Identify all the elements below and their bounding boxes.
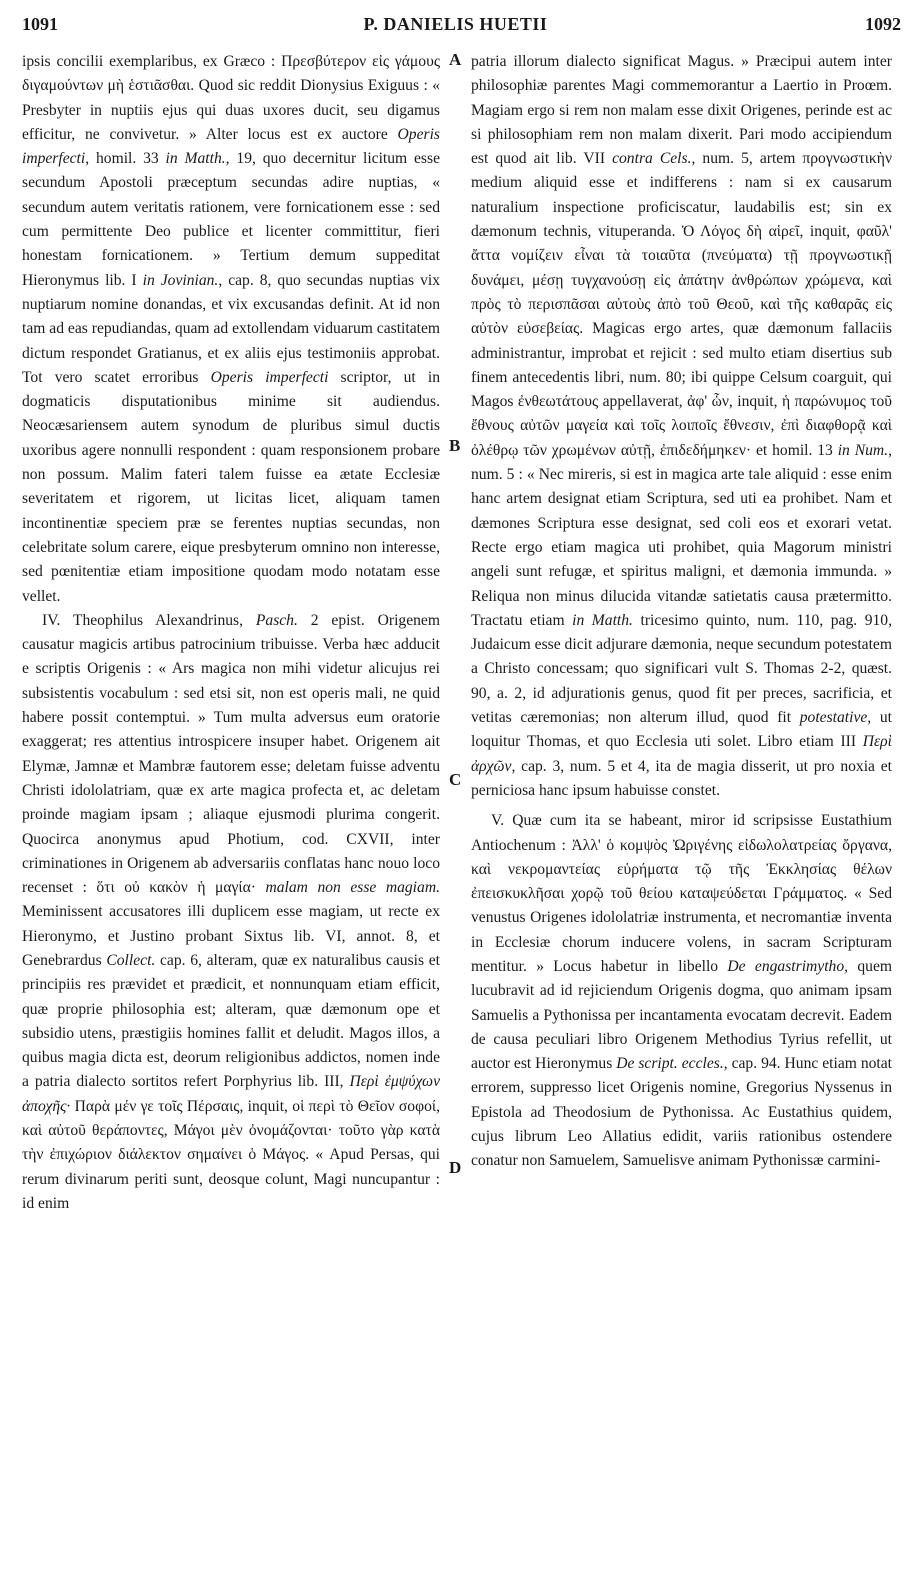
paragraph-section-v: V. Quæ cum ita se habeant, miror id scripsisse Eustathium Antiochenum : Ἀλλ' ὁ κομψὸς Ὠριγένης εἰδωλολατρείας ὄργανα, καὶ νεκρομαντείας εὑρήματα τῷ τῆς Ἐκκλησίας θέλων ἐπεισκυκλῆσαι χορῷ τοῦ θείου καταψεύδεται Γράμματος. « Sed venustus Origenes idololatriæ instrumenta, et necromantiæ inventa in Ecclesiæ chorum inducere volens, in sacram Scripturam mentitur. » Locus habetur in libello De engastrimytho, quem lucubravit ad id rejiciendum Origenis dogma, quo animam ipsam Samuelis a Pythonissa per incantamenta evocatam decrevit. Eadem de causa peculiari libro Origenem Methodius Tyrius refellit, ut auctor est Hieronymus De script. eccles., cap. 94. Hunc etiam notat errorem, suppresso licet Origenis nomine, Gregorius Nyssenus in Epistola ad Theodosium de Pythonissa. Ac Eustathius quidem, cujus librum Leo Allatius edidit, variis rationibus ostendere conatur non Samuelem, Samuelisve animam Pythonissæ carmini-	[471, 812, 893, 1170]
right-page-number: 1092	[865, 14, 901, 34]
margin-marker-c: C	[449, 770, 462, 789]
left-column	[22, 50, 440, 1216]
right-column	[471, 50, 892, 1174]
margin-marker-b: B	[449, 436, 461, 455]
left-page-number: 1091	[22, 14, 58, 34]
margin-marker-a: A	[449, 50, 462, 69]
paragraph: patria illorum dialecto significat Magus. » Præcipui autem inter philosophiæ parentes Magi commemorantur a Laertio in Proœm. Magiam ergo si rem non malam esse dixit Origenes, perinde est ac si philosophiam rem non malam dixerit. Pari modo accipiendum est quod ait lib. VII contra Cels., num. 5, artem προγνωστικὴν medium aliquid esse et indifferens : nam si ex causarum naturalium inspectione proficiscatur, laudabilis est; sin ex dæmonum technis, vituperanda. Ὁ Λόγος δὴ αἱρεῖ, inquit, φαῦλ' ἄττα νομίζειν εἶναι τὰ τοιαῦτα (πνεύματα) τῇ προγνωστικῇ δυνάμει, μέσῃ τυγχανούσῃ εἰς ἀπάτην ἀνθρώπων χρώμενα, καὶ πρὸς τὸ περισπᾶσαι αὐτοὺς ἀπὸ τοῦ Θεοῦ, καὶ τῆς καθαρᾶς εἰς αὐτὸν εὐσεβείας. Magicas ergo artes, quæ dæmonum fallaciis administrantur, improbat et rejicit : sed multo etiam disertius sub finem antecedentis libri, num. 80; ibi quippe Celsum coarguit, qui Magos ἐνθεωτάτους appellaverat, ἀφ' ὧν, inquit, ἡ παρώνυμος τοῦ ἔθνους αὐτῶν μαγεία καὶ τοῖς λοιποῖς ἔθνεσιν, ἐπὶ διαφθορᾷ καὶ ὀλέθρῳ τῶν χρωμένων αὐτῇ, ἐπιδεδήμηκεν· et homil. 13 in Num., num. 5 : « Nec mireris, si est in magica arte tale aliquid : esse enim hanc artem designat etiam Scriptura, sed uti ea prohibet. Nam et dæmones Scriptura esse designat, sed coli eos et exorari vetat. Recte ergo etiam magica uti prohibet, quia Magorum ministri angeli sunt refugæ, et spiritus maligni, et dæmonia immunda. » Reliqua non minus dilucida vitandæ satietatis causa prætermitto. Tractatu etiam in Matth. tricesimo quinto, num. 110, pag. 910, Judaicum esse dicit adjurare dæmonia, neque secundum potestatem a Christo concessam; quo significari vult S. Thomas 2-2, quæst. 90, a. 2, id adjurationis genus, quod fit per preces, sacrificia, et vetitas cæremonias; non alterum illud, quod fit potestative, ut loquitur Thomas, et quo Ecclesia uti solet. Libro etiam III Περὶ ἀρχῶν, cap. 3, num. 5 et 4, ita de magia disserit, ut pro noxia et perniciosa hanc ipsum habuisse constet.	[471, 53, 892, 799]
running-title: P. DANIELIS HUETII	[363, 14, 548, 34]
margin-marker-d: D	[449, 1158, 462, 1177]
paragraph: ipsis concilii exemplaribus, ex Græco : Πρεσβύτερον εἰς γάμους διγαμούντων μὴ ἑστιᾶσθαι. Quod sic reddit Dionysius Exiguus : « Presbyter in nuptiis ejus qui duas uxores ducit, seu digamus efficitur, ne convivetur. » Alter locus est ex auctore Operis imperfecti, homil. 33 in Matth., 19, quo decernitur licitum esse secundum Apostoli præceptum secundas adire nuptias, « secundum autem veritatis rationem, vere fornicationem esse : sed cum permittente Deo publice et licenter committitur, fieri honestam fornicationem. » Tertium demum suppeditat Hieronymus lib. I in Jovinian., cap. 8, quo secundas nuptias vix nuptiarum nomine donandas, et vix excusandas definit. At id non tam ad eas repudiandas, quam ad extollendam viduarum castitatem dictum respondet Gratianus, et ex aliis ejus testimoniis approbat. Tot vero scatet erroribus Operis imperfecti scriptor, ut in dogmaticis disputationibus minime sit audiendus. Neocæsariensem autem synodum de pluribus simul ductis uxoribus agere nonnulli respondent : quam responsionem probare non possum. Malim fateri talem fuisse ea ætate Ecclesiæ severitatem et rigorem, ut licitas licet, aliquam tamen incontinentiæ speciem præ se ferentes nuptias secundas, non celebritate solum carere, eique presbyterum omnino non interesse, sed pœnitentiæ etiam impositione quodam modo notatam esse vellet.	[22, 53, 441, 605]
paragraph-section-iv: IV. Theophilus Alexandrinus, Pasch. 2 epist. Origenem causatur magicis artibus patrocinium tribuisse. Verba hæc adducit e scriptis Origenis : « Ars magica non mihi videtur alicujus rei subsistentis vocabulum : sed etsi sit, non est operis mali, ne quid habere possit contemptui. » Tum multa adversus eum oratorie exaggerat; res attentius introspicere insuper habet. Origenem ait Elymæ, Jamnæ et Mambræ fautorem esse; deletam fuisse adventu Christi idololatriam, quæ ex arte magica profecta et, ac deletam proinde magiam ipsam ; aliaque ejusmodi plurima congerit. Quocirca anonymus apud Photium, cod. CXVII, inter criminationes in Origenem ab adversariis conflatas hanc nouo loco recenset : ὅτι οὐ κακὸν ἡ μαγία· malam non esse magiam. Meminissent accusatores illi duplicem esse magiam, ut recte ex Hieronymo, et Justino probant Sixtus lib. VI, annot. 8, et Genebrardus Collect. cap. 6, alteram, quæ ex naturalibus causis et principiis res prævidet et prædicit, et nonnunquam etiam efficit, quæ proprie philosophia est; alteram, quæ dæmonum ope et subsidio utens, præstigiis homines fallit et deludit. Magos illos, a quibus magia dicta est, deorum religionibus addictos, nomen inde a patria dialecto sortitos refert Porphyrius lib. III, Περὶ ἐμψύχων ἀποχῆς· Παρὰ μέν γε τοῖς Πέρσαις, inquit, οἱ περὶ τὸ Θεῖον σοφοί, καὶ αὐτοῦ θεράποντες, Μάγοι μὲν ὀνομάζονται· τοῦτο γὰρ κατὰ τὴν ἐπιχώριον διάλεκτον σημαίνει ὁ Μάγος. « Apud Persas, qui rerum divinarum periti sunt, deosque colunt, Magi nuncupantur : id enim	[22, 611, 440, 1212]
